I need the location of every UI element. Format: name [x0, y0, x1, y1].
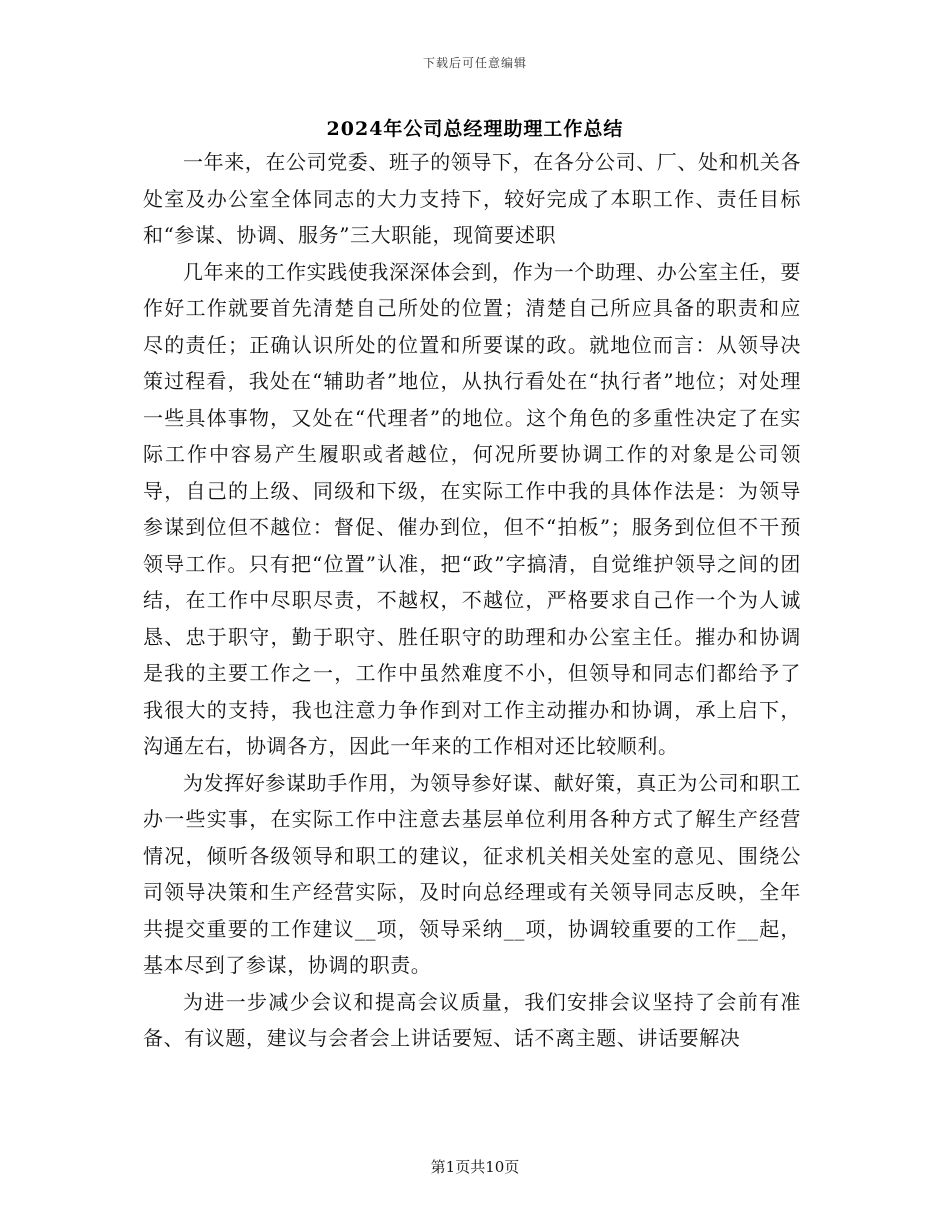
- paragraph-4: 为进一步减少会议和提高会议质量，我们安排会议坚持了会前有准备、有议题，建议与会者会上讲话要短、话不离主题、讲话要解决: [143, 989, 801, 1050]
- page-number: 第1页共10页: [430, 1158, 520, 1176]
- document-title: 2024年公司总经理助理工作总结: [326, 118, 624, 140]
- paragraph-1: 一年来，在公司党委、班子的领导下，在各分公司、厂、处和机关各处室及办公室全体同志的大力支持下，较好完成了本职工作、责任目标和“参谋、协调、服务”三大职能，现简要述职: [143, 150, 801, 247]
- paragraph-2: 几年来的工作实践使我深深体会到，作为一个助理、办公室主任，要作好工作就要首先清楚自己所处的位置；清楚自己所应具备的职责和应尽的责任；正确认识所处的位置和所要谋的政。就地位而言：从领导决策过程看，我处在“辅助者”地位，从执行看处在“执行者”地位；对处理一些具体事物，又处在“代理者”的地位。这个角色的多重性决定了在实际工作中容易产生履职或者越位，何况所要协调工作的对象是公司领导，自己的上级、同级和下级，在实际工作中我的具体作法是：为领导参谋到位但不越位：督促、催办到位，但不“拍板”；服务到位但不干预领导工作。只有把“位置”认准，把“政”字搞清，自觉维护领导之间的团结，在工作中尽职尽责，不越权，不越位，严格要求自己作一个为人诚恳、忠于职守，勤于职守、胜任职守的助理和办公室主任。摧办和协调是我的主要工作之一，工作中虽然难度不小，但领导和同志们都给予了我很大的支持，我也注意力争作到对工作主动摧办和协调，承上启下，沟通左右，协调各方，因此一年来的工作相对还比较顺利。: [143, 259, 801, 758]
- document-body: [143, 144, 801, 1057]
- header-note: 下载后可任意编辑: [422, 56, 527, 70]
- paragraph-3: 为发挥好参谋助手作用，为领导参好谋、献好策，真正为公司和职工办一些实事，在实际工作中注意去基层单位利用各种方式了解生产经营情况，倾听各级领导和职工的建议，征求机关相关处室的意见、围绕公司领导决策和生产经营实际，及时向总经理或有关领导同志反映，全年共提交重要的工作建议__项，领导采纳__项，协调较重要的工作__起，基本尽到了参谋，协调的职责。: [143, 770, 801, 977]
